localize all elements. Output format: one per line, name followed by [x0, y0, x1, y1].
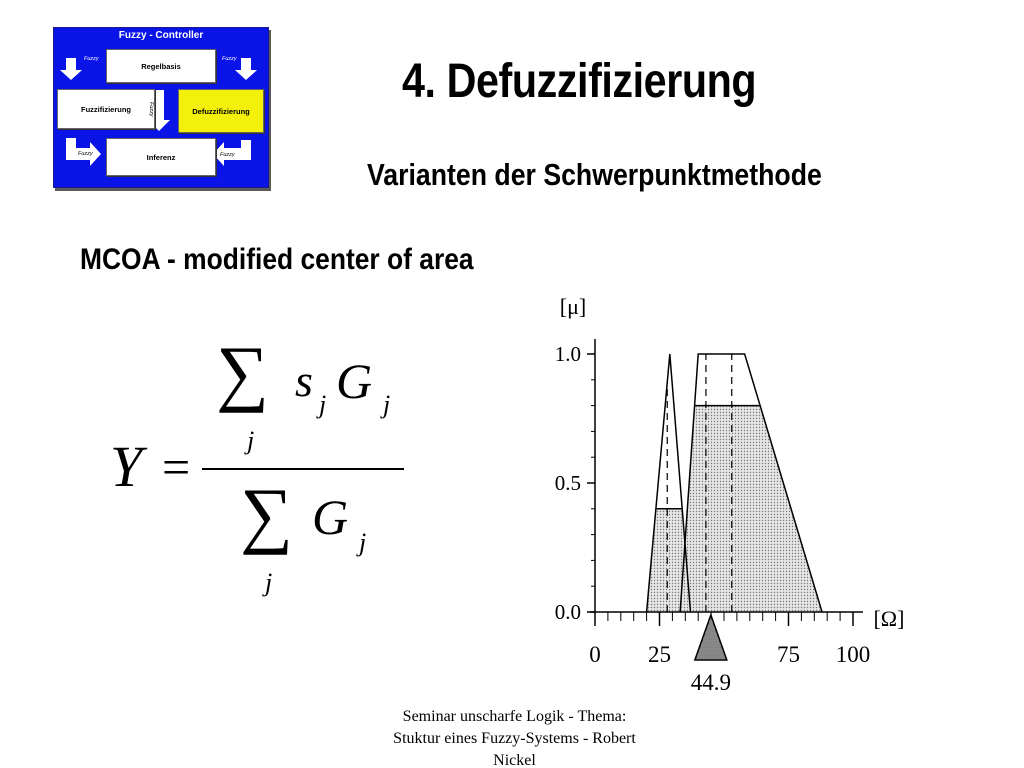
x-tick-label: 75 [777, 642, 800, 667]
logo-arrow-label: Fuzzy [222, 56, 237, 62]
sum-index: j [265, 568, 273, 597]
formula-sub: j [359, 528, 367, 557]
sum-symbol: ∑ [216, 332, 269, 414]
y-tick-label: 0.5 [554, 471, 581, 495]
x-tick-label: 100 [835, 642, 871, 667]
inferenz-box: Inferenz [106, 138, 216, 176]
fuzzifizierung-box: Fuzzifizierung [57, 89, 155, 129]
x-axis-label: [Ω] [873, 606, 905, 631]
logo-arrow-label: Fuzzy [220, 152, 235, 158]
formula-g: G [336, 353, 373, 409]
result-marker [695, 615, 727, 660]
defuzzifizierung-box: Defuzzifizierung [178, 89, 264, 133]
y-tick-label: 0.0 [554, 600, 581, 624]
y-axis-label: [μ] [559, 294, 587, 319]
formula-sub: j [319, 390, 327, 419]
slide-title: 4. Defuzzifizierung [402, 55, 757, 108]
logo-arrow-label: Fuzzy [148, 102, 154, 117]
fuzzy-controller-logo [53, 27, 269, 188]
regelbasis-box: Regelbasis [106, 49, 216, 83]
formula-equals: = [162, 439, 191, 495]
formula-g: G [312, 489, 349, 545]
logo-arrow-label: Fuzzy [78, 151, 93, 157]
formula-s: s [295, 355, 313, 406]
sum-index: j [247, 426, 255, 455]
sum-symbol: ∑ [240, 474, 293, 556]
footer [352, 706, 677, 768]
x-tick-label: 0 [589, 642, 601, 667]
y-tick-label: 1.0 [554, 342, 581, 366]
membership-chart [500, 285, 920, 695]
x-tick-label: 25 [648, 642, 671, 667]
logo-arrow-label: Fuzzy [84, 56, 99, 62]
footer-line: Nickel [493, 752, 536, 768]
fraction-line [202, 468, 404, 470]
result-marker-label: 44.9 [690, 670, 731, 695]
slide-subtitle: Varianten der Schwerpunktmethode [367, 157, 822, 192]
formula-lhs: Y [110, 434, 143, 499]
logo-title: Fuzzy - Controller [118, 30, 204, 41]
section-heading: MCOA - modified center of area [80, 243, 474, 276]
footer-line: Seminar unscharfe Logik - Thema: [402, 708, 627, 725]
clipped-area-2 [680, 406, 822, 612]
mcoa-formula [100, 330, 420, 610]
footer-line: Stuktur eines Fuzzy-Systems - Robert [393, 730, 636, 747]
formula-sub: j [383, 390, 391, 419]
